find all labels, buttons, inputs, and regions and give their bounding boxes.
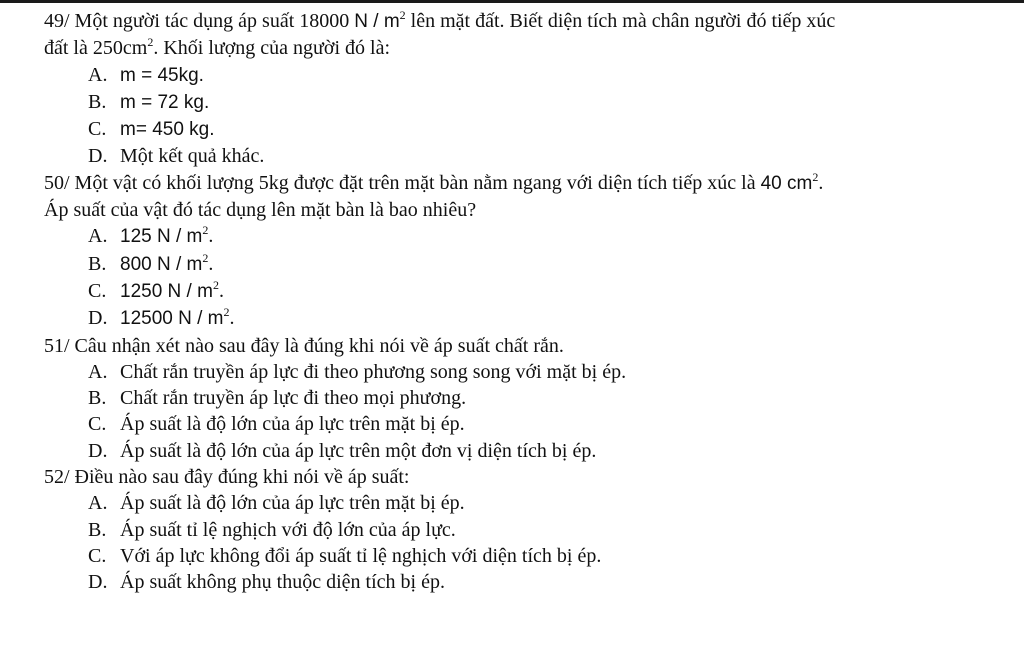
option-end: . <box>229 307 235 330</box>
unit-exponent: 2 <box>147 35 154 50</box>
area-value: 40 cm <box>760 172 813 194</box>
question-52-line-1 <box>44 464 1024 490</box>
option-letter: A. <box>88 63 108 86</box>
question-51-line-1 <box>44 333 1024 359</box>
option-value: 1250 N / m <box>120 280 213 302</box>
option-letter: C. <box>88 118 107 141</box>
option-end: . <box>208 225 214 248</box>
option-letter: A. <box>88 225 108 248</box>
question-50-text-end: . <box>818 171 824 194</box>
option-letter: A. <box>88 492 108 515</box>
option-letter: B. <box>88 387 107 410</box>
question-49-line-2 <box>44 35 1024 61</box>
question-50-option-b <box>44 251 1024 278</box>
option-letter: A. <box>88 360 108 383</box>
option-text: Áp suất là độ lớn của áp lực trên một đơn vị diện tích bị ép. <box>120 439 597 462</box>
option-text: m = 72 kg. <box>120 91 210 113</box>
option-letter: B. <box>88 252 107 275</box>
option-end: . <box>218 279 224 302</box>
pressure-unit: N / m <box>354 11 400 32</box>
option-letter: C. <box>88 279 107 302</box>
question-51-option-b <box>44 385 1024 411</box>
question-50-option-a <box>44 223 1024 250</box>
question-49-area: đất là 250cm <box>44 37 148 60</box>
question-50-text: 50/ Một vật có khối lượng 5kg được đặt trên mặt bàn nằm ngang với diện tích tiếp xúc là <box>44 171 761 194</box>
unit-exponent: 2 <box>812 169 819 184</box>
option-end: . <box>208 252 214 275</box>
question-51-option-c <box>44 411 1024 437</box>
option-text: Áp suất là độ lớn của áp lực trên mặt bị ép. <box>120 492 465 515</box>
option-text: Một kết quả khác. <box>120 145 265 168</box>
option-letter: D. <box>88 307 108 330</box>
question-50-line-1 <box>44 170 1024 197</box>
unit-exponent: 2 <box>399 8 406 22</box>
question-49-option-d <box>44 143 1024 169</box>
question-50-option-d <box>44 305 1024 332</box>
question-52-text: 52/ Điều nào sau đây đúng khi nói về áp suất: <box>44 466 410 489</box>
option-letter: C. <box>88 413 107 436</box>
question-49-option-b <box>44 89 1024 116</box>
option-text: Áp suất không phụ thuộc diện tích bị ép. <box>120 571 445 594</box>
option-value: 125 N / m <box>120 226 203 248</box>
option-value: 800 N / m <box>120 253 203 275</box>
question-49-text-cont: lên mặt đất. Biết diện tích mà chân người đó tiếp xúc <box>405 10 836 32</box>
option-text: m= 450 kg. <box>120 119 215 141</box>
option-letter: C. <box>88 544 107 567</box>
unit-exponent: 2 <box>202 250 209 265</box>
option-letter: D. <box>88 145 108 168</box>
unit-exponent: 2 <box>212 277 219 292</box>
question-49-option-a <box>44 62 1024 89</box>
option-letter: D. <box>88 571 108 594</box>
question-list <box>44 8 1024 596</box>
question-51-option-a <box>44 359 1024 385</box>
option-letter: D. <box>88 439 108 462</box>
option-text: Với áp lực không đổi áp suất tỉ lệ nghịch với diện tích bị ép. <box>120 544 602 567</box>
unit-exponent: 2 <box>202 223 209 238</box>
unit-exponent: 2 <box>223 305 230 320</box>
option-letter: B. <box>88 518 107 541</box>
question-51-text: 51/ Câu nhận xét nào sau đây là đúng khi nói về áp suất chất rắn. <box>44 334 564 357</box>
option-text: Áp suất tỉ lệ nghịch với độ lớn của áp lực. <box>120 518 456 541</box>
option-letter: B. <box>88 90 107 113</box>
question-52-option-c <box>44 543 1024 569</box>
question-50-text-cont: Áp suất của vật đó tác dụng lên mặt bàn là bao nhiêu? <box>44 199 477 222</box>
question-49-text: 49/ Một người tác dụng áp suất 18000 <box>44 10 355 32</box>
question-49-line-1 <box>44 8 1024 35</box>
question-49-text-end: . Khối lượng của người đó là: <box>153 37 391 60</box>
question-50-line-2 <box>44 197 1024 223</box>
question-51-option-d <box>44 438 1024 464</box>
question-49-option-c <box>44 116 1024 143</box>
option-text: Áp suất là độ lớn của áp lực trên mặt bị ép. <box>120 413 465 436</box>
option-text: Chất rắn truyền áp lực đi theo phương song song với mặt bị ép. <box>120 360 627 383</box>
question-52-option-a <box>44 490 1024 516</box>
option-value: 12500 N / m <box>120 308 224 330</box>
option-text: Chất rắn truyền áp lực đi theo mọi phương. <box>120 387 467 410</box>
question-52-option-b <box>44 517 1024 543</box>
question-50-option-c <box>44 278 1024 305</box>
top-border <box>0 0 1024 3</box>
question-52-option-d <box>44 569 1024 595</box>
option-text: m = 45kg. <box>120 64 204 86</box>
